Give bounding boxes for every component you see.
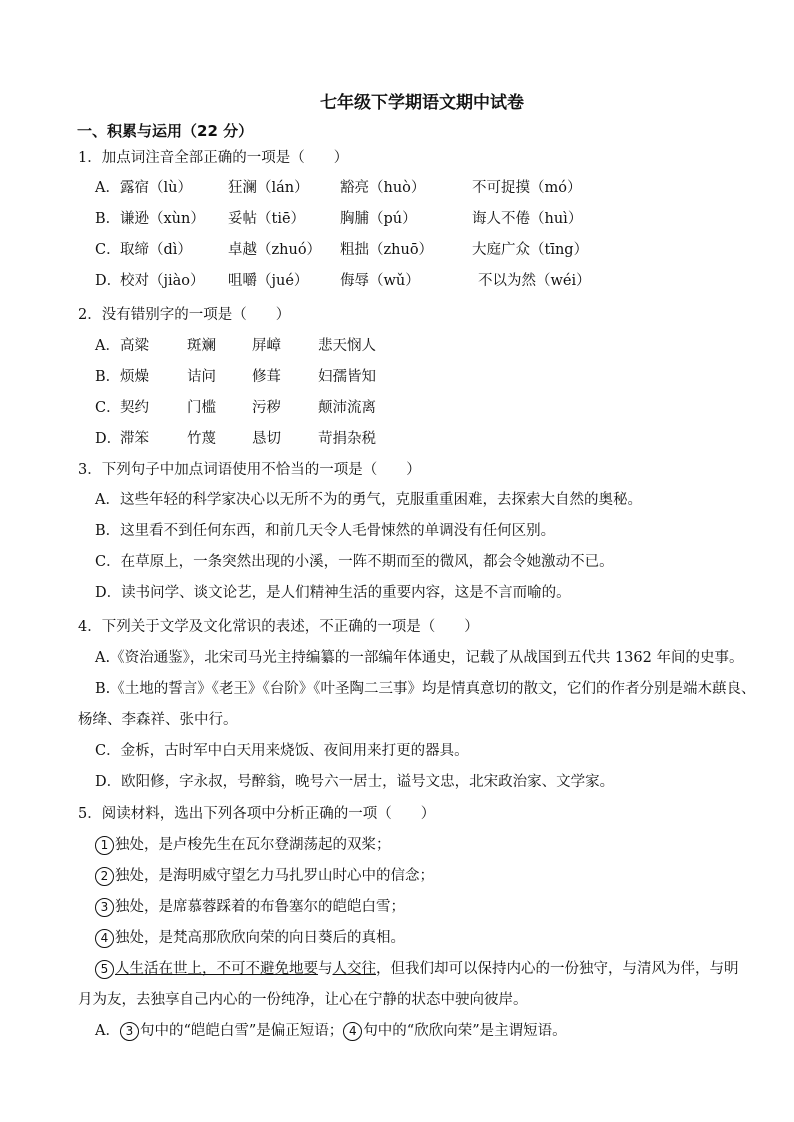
q2-option-c-2: 门槛: [187, 400, 216, 416]
q1-option-d-2: 咀嚼（jué）: [228, 273, 309, 289]
q2-option-a-4: 悲天悯人: [318, 338, 376, 354]
q1-option-b-1: 谦逊（xùn）: [120, 211, 205, 227]
underlined-text: 人生活在世上，不可不避免地要: [115, 961, 318, 977]
plain-text: 句中的“皑皑白雪”是偏正短语；: [139, 1023, 344, 1039]
circled-number: 3: [120, 1022, 139, 1041]
q1-option-d-label: D．: [95, 273, 122, 289]
q1-option-b-4: 诲人不倦（huì）: [472, 211, 583, 227]
plain-text: 与: [318, 961, 333, 977]
plain-text: ，但我们却可以保持内心的一份独守，与清风为伴，与明: [376, 961, 739, 977]
q1-option-b-3: 胸脯（pú）: [340, 211, 417, 227]
q2-option-c-1: 契约: [120, 400, 149, 416]
q2-option-c-label: C．: [95, 400, 121, 416]
q1-option-a-label: A．: [95, 180, 120, 196]
circled-number: 3: [95, 898, 114, 917]
q2-option-b-1: 烦燥: [120, 369, 149, 385]
question-1-stem: 1．加点词注音全部正确的一项是（ ）: [78, 150, 349, 166]
section-heading: 一、积累与运用（22 分）: [77, 122, 254, 140]
q5-item-5-line2: 月为友，去独享自己内心的一份纯净，让心在宁静的状态中驶向彼岸。: [78, 992, 528, 1008]
q4-option-b-line2: 杨绛、李森祥、张中行。: [78, 712, 238, 728]
q1-option-a-1: 露宿（lù）: [120, 180, 192, 196]
q2-option-b-3: 修葺: [252, 369, 281, 385]
q5-item-text: 独处，是梵高那欣欣向荣的向日葵后的真相。: [115, 930, 405, 946]
q1-option-c-1: 取缔（dì）: [120, 242, 192, 258]
q2-option-c-3: 污秽: [252, 400, 281, 416]
q5-item-1: [95, 833, 391, 855]
q1-option-c-4: 大庭广众（tīng）: [472, 242, 589, 258]
q5-option-a: [95, 1019, 567, 1041]
q5-item-text: 独处，是席慕蓉踩着的布鲁塞尔的皑皑白雪；: [115, 899, 405, 915]
q1-option-c-label: C．: [95, 242, 121, 258]
q2-option-b-4: 妇孺皆知: [318, 369, 376, 385]
q3-option-b: B．这里看不到任何东西，和前几天令人毛骨悚然的单调没有任何区别。: [95, 523, 556, 539]
circled-number: 1: [95, 836, 114, 855]
q2-option-d-2: 竹蔑: [187, 431, 216, 447]
circled-number: 5: [95, 960, 114, 979]
q2-option-b-label: B．: [95, 369, 121, 385]
q5-item-4: [95, 926, 405, 948]
q5-item-3: [95, 895, 405, 917]
q2-option-a-3: 屏嶂: [252, 338, 281, 354]
page-title: 七年级下学期语文期中试卷: [320, 93, 524, 113]
q5-item-5-line1: [95, 957, 739, 979]
q3-option-a: A．这些年轻的科学家决心以无所不为的勇气，克服重重困难，去探索大自然的奥秘。: [95, 492, 642, 508]
q2-option-c-4: 颠沛流离: [318, 400, 376, 416]
underlined-text: 人交往: [332, 961, 376, 977]
q2-option-d-4: 苛捐杂税: [318, 431, 376, 447]
q2-option-d-label: D．: [95, 431, 122, 447]
q3-option-c: C．在草原上，一条突然出现的小溪，一阵不期而至的微风，都会令她激动不已。: [95, 554, 614, 570]
q4-option-a: A.《资治通鉴》，北宋司马光主持编纂的一部编年体通史，记载了从战国到五代共 1362 年间的史事。: [95, 650, 744, 666]
q5-item-text: 独处，是海明威守望乞力马扎罗山时心中的信念；: [115, 868, 434, 884]
plain-text: 句中的“欣欣向荣”是主谓短语。: [363, 1023, 567, 1039]
q4-option-c: C．金柝，古时军中白天用来烧饭、夜间用来打更的器具。: [95, 743, 469, 759]
q2-option-a-2: 斑斓: [187, 338, 216, 354]
q4-option-d: D．欧阳修，字永叔，号醉翁，晚号六一居士，谥号文忠，北宋政治家、文学家。: [95, 774, 615, 790]
question-3-stem: 3．下列句子中加点词语使用不恰当的一项是（ ）: [78, 462, 421, 478]
question-2-stem: 2．没有错别字的一项是（ ）: [78, 307, 291, 323]
q2-option-d-3: 恳切: [252, 431, 281, 447]
circled-number: 2: [95, 867, 114, 886]
q1-option-c-3: 粗拙（zhuō）: [340, 242, 434, 258]
question-5-stem: 5．阅读材料，选出下列各项中分析正确的一项（ ）: [78, 806, 436, 822]
q1-option-d-3: 侮辱（wǔ）: [340, 273, 420, 289]
q1-option-c-2: 卓越（zhuó）: [228, 242, 322, 258]
q5-item-text: 独处，是卢梭先生在瓦尔登湖荡起的双桨；: [115, 837, 391, 853]
q1-option-b-label: B．: [95, 211, 121, 227]
q4-option-b-line1: B.《土地的誓言》《老王》《台阶》《叶圣陶二三事》均是情真意切的散文，它们的作者分别是端木蕻良、: [95, 681, 756, 697]
question-4-stem: 4．下列关于文学及文化常识的表述，不正确的一项是（ ）: [78, 619, 479, 635]
q3-option-d: D．读书问学、谈文论艺，是人们精神生活的重要内容，这是不言而喻的。: [95, 585, 571, 601]
q2-option-b-2: 诘问: [187, 369, 216, 385]
q1-option-d-4: 不以为然（wéi）: [478, 273, 591, 289]
q2-option-a-label: A．: [95, 338, 120, 354]
option-label: A．: [95, 1023, 120, 1039]
q2-option-a-1: 高粱: [120, 338, 149, 354]
q5-item-2: [95, 864, 434, 886]
q1-option-d-1: 校对（jiào）: [120, 273, 205, 289]
q1-option-b-2: 妥帖（tiē）: [228, 211, 306, 227]
q1-option-a-4: 不可捉摸（mó）: [472, 180, 582, 196]
circled-number: 4: [95, 929, 114, 948]
q2-option-d-1: 滞笨: [120, 431, 149, 447]
circled-number: 4: [343, 1022, 362, 1041]
q1-option-a-3: 豁亮（huò）: [340, 180, 426, 196]
q1-option-a-2: 狂澜（lán）: [228, 180, 309, 196]
